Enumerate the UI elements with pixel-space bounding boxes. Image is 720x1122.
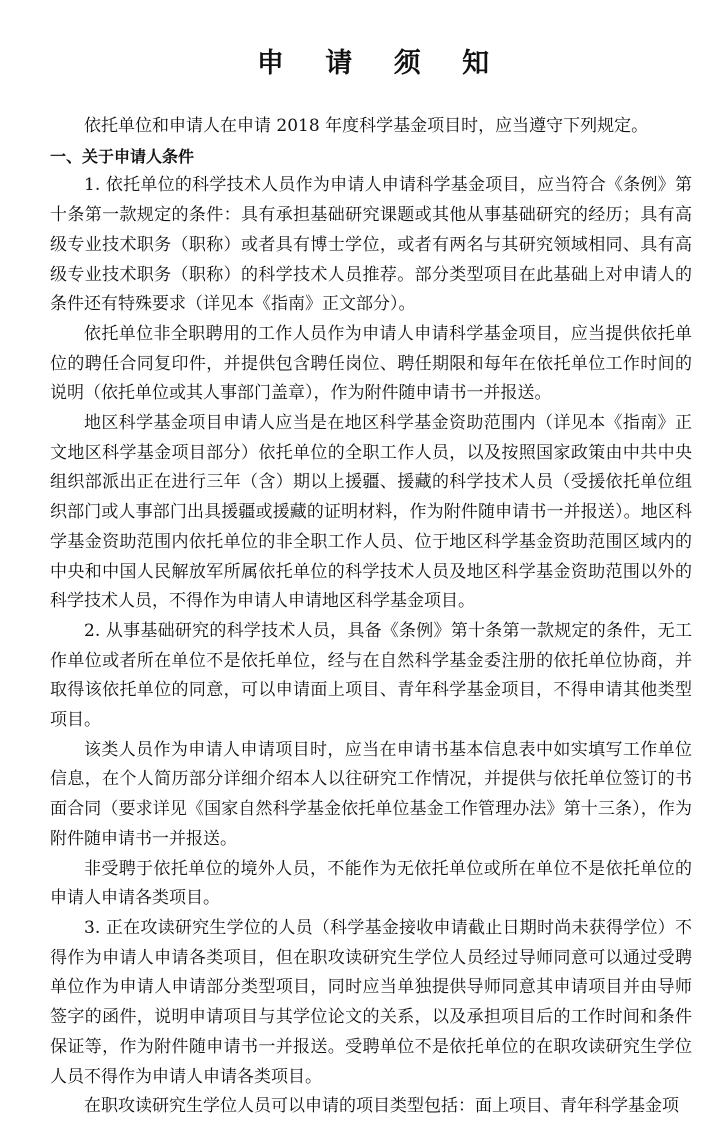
paragraph-6: 非受聘于依托单位的境外人员，不能作为无依托单位或所在单位不是依托单位的申请人申请各类项目。 — [50, 858, 692, 909]
intro-paragraph: 依托单位和申请人在申请 2018 年度科学基金项目时，应当遵守下列规定。 — [84, 116, 649, 136]
paragraph-1: 1. 依托单位的科学技术人员作为申请人申请科学基金项目，应当符合《条例》第十条第一款规定的条件：具有承担基础研究课题或其他从事基础研究的经历；具有高级专业技术职务（职称）或者具有博士学位，或者有两名与其研究领域相同、具有高级专业技术职务（职称）的科学技术人员推荐。部分类型项目在此基础上对申请人的条件还有特殊要求（详见本《指南》正文部分）。 — [50, 175, 692, 315]
paragraph-7: 3. 正在攻读研究生学位的人员（科学基金接收申请截止日期时尚未获得学位）不得作为申请人申请各类项目，但在职攻读研究生学位人员经过导师同意可以通过受聘单位作为申请人申请部分类型项目，同时应当单独提供导师同意其申请项目并由导师签字的函件，说明申请项目与其学位论文的关系，以及承担项目后的工作时间和条件保证等，作为附件随申请书一并报送。受聘单位不是依托单位的在职攻读研究生学位人员不得作为申请人申请各类项目。 — [50, 917, 692, 1087]
paragraph-3: 地区科学基金项目申请人应当是在地区科学基金资助范围内（详见本《指南》正文地区科学基金项目部分）依托单位的全职工作人员，以及按照国家政策由中共中央组织部派出正在进行三年（含）期以上援疆、援藏的科学技术人员（受援依托单位组织部门或人事部门出具援疆或援藏的证明材料，作为附件随申请书一并报送）。地区科学基金资助范围内依托单位的非全职工作人员、位于地区科学基金资助范围区域内的中央和中国人民解放军所属依托单位的科学技术人员及地区科学基金资助范围以外的科学技术人员，不得作为申请人申请地区科学基金项目。 — [50, 413, 692, 612]
paragraph-2: 依托单位非全职聘用的工作人员作为申请人申请科学基金项目，应当提供依托单位的聘任合同复印件，并提供包含聘任岗位、聘任期限和每年在依托单位工作时间的说明（依托单位或其人事部门盖章），作为附件随申请书一并报送。 — [50, 323, 692, 404]
section-heading: 一、关于申请人条件 — [50, 146, 195, 166]
page-title: 申 请 须 知 — [256, 48, 506, 79]
paragraph-5: 该类人员作为申请人申请项目时，应当在申请书基本信息表中如实填写工作单位信息，在个人简历部分详细介绍本人以往研究工作情况，并提供与依托单位签订的书面合同（要求详见《国家自然科学基金依托单位基金工作管理办法》第十三条），作为附件随申请书一并报送。 — [50, 739, 692, 849]
paragraph-4: 2. 从事基础研究的科学技术人员，具备《条例》第十条第一款规定的条件，无工作单位或者所在单位不是依托单位，经与在自然科学基金委注册的依托单位协商，并取得该依托单位的同意，可以申请面上项目、青年科学基金项目，不得申请其他类型项目。 — [50, 620, 692, 731]
paragraph-8: 在职攻读研究生学位人员可以申请的项目类型包括：面上项目、青年科学基金项 — [84, 1096, 679, 1117]
document-body — [50, 112, 692, 1122]
